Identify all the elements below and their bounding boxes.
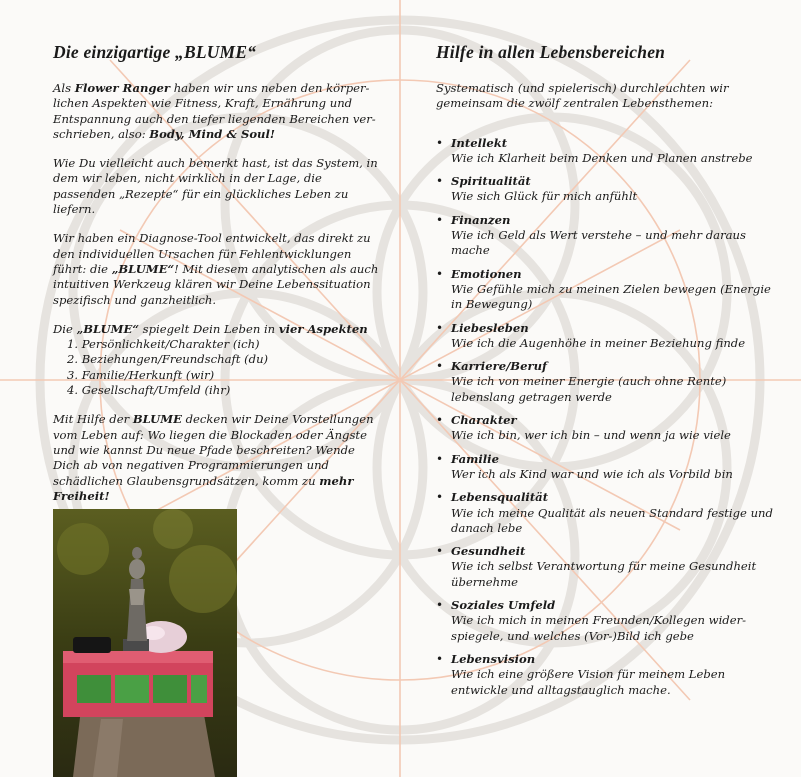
theme-description: Wie ich Klarheit beim Denken und Planen anstrebe — [451, 150, 753, 165]
aspects-list — [53, 337, 383, 398]
theme-item — [436, 174, 776, 205]
theme-title: Intellekt — [451, 135, 508, 150]
theme-item — [436, 598, 776, 644]
aspect-item: 3. Familie/Herkunft (wir) — [67, 367, 215, 382]
theme-item — [436, 359, 776, 405]
theme-title: Lebensqualität — [451, 490, 549, 505]
theme-item — [436, 213, 776, 259]
theme-description: Wie ich eine größere Vision für meinem Leben entwickle und alltagstauglich mache. — [451, 667, 726, 697]
theme-title: Karriere/Beruf — [451, 359, 548, 374]
theme-description: Wie ich meine Qualität als neuen Standard festige und danach lebe — [451, 505, 773, 535]
theme-description: Wer ich als Kind war und wie ich als Vorbild bin — [451, 466, 733, 481]
theme-description: Wie sich Glück für mich anfühlt — [451, 189, 638, 204]
freedom-paragraph: Mit Hilfe der BLUME decken wir Deine Vorstellungen vom Leben auf: Wo liegen die Blockaden oder Ängste und wie kannst Du neue Pfade beschreiten? Wende Dich ab von negativen Programmierungen und schädlichen Glaubensgrundsätzen, komm zu mehr Freiheit! — [53, 412, 374, 503]
theme-description: Wie ich die Augenhöhe in meiner Beziehung finde — [451, 335, 746, 350]
statue-photo — [53, 509, 237, 777]
bullet-icon: • — [436, 174, 444, 189]
theme-description: Wie ich mich in meinen Freunden/Kollegen widerspiegele, und welches (Vor-)Bild ich gebe — [451, 613, 747, 643]
bullet-icon: • — [436, 544, 444, 559]
theme-item — [436, 136, 776, 167]
theme-item — [436, 267, 776, 313]
theme-item — [436, 321, 776, 352]
aspect-item: 4. Gesellschaft/Umfeld (ihr) — [67, 383, 231, 398]
bullet-icon: • — [436, 359, 444, 374]
bullet-icon: • — [436, 266, 444, 281]
theme-item — [436, 490, 776, 536]
bullet-icon: • — [436, 413, 444, 428]
bullet-icon: • — [436, 212, 444, 227]
aspect-item: 2. Beziehungen/Freundschaft (du) — [67, 352, 269, 367]
theme-description: Wie ich Geld als Wert verstehe – und mehr daraus mache — [451, 228, 746, 258]
theme-item — [436, 452, 776, 483]
bullet-icon: • — [436, 135, 444, 150]
aspects-lead: Die „BLUME“ spiegelt Dein Leben in vier Aspekten — [53, 321, 368, 336]
theme-title: Emotionen — [451, 266, 522, 281]
bullet-icon: • — [436, 320, 444, 335]
theme-title: Soziales Umfeld — [451, 598, 556, 613]
theme-title: Charakter — [451, 413, 517, 428]
life-themes-list — [436, 136, 776, 698]
diagnose-paragraph: Wir haben ein Diagnose-Tool entwickelt, das direkt zu den individuellen Ursachen für Fehlentwicklungen führt: die „BLUME“! Mit diesem analytischen als auch intuitiven Werkzeug klären wir Deine Lebenssituation spezifisch und ganzheitlich. — [53, 231, 379, 307]
left-column — [53, 42, 383, 518]
intro-paragraph: Als Flower Ranger haben wir uns neben den körperlichen Aspekten wie Fitness, Kraft, Ernährung und Entspannung auch den tiefer liegenden Bereichen verschrieben, also: Body, Mind & Soul! — [53, 81, 376, 141]
theme-title: Spiritualität — [451, 174, 531, 189]
left-heading: Die einzigartige „BLUME“ — [53, 42, 257, 62]
system-paragraph: Wie Du vielleicht auch bemerkt hast, ist das System, in dem wir leben, nicht wirklich in der Lage, die passenden „Rezepte“ für ein glückliches Leben zu liefern. — [53, 156, 378, 217]
aspect-item: 1. Persönlichkeit/Charakter (ich) — [67, 337, 260, 352]
theme-title: Finanzen — [451, 212, 511, 227]
theme-item — [436, 544, 776, 590]
theme-title: Liebesleben — [451, 320, 529, 335]
right-column — [436, 42, 776, 706]
bullet-icon: • — [436, 490, 444, 505]
theme-description: Wie ich selbst Verantwortung für meine Gesundheit übernehme — [451, 559, 757, 589]
theme-title: Familie — [451, 451, 499, 466]
bullet-icon: • — [436, 651, 444, 666]
bullet-icon: • — [436, 451, 444, 466]
themes-intro: Systematisch (und spielerisch) durchleuchten wir gemeinsam die zwölf zentralen Lebensthemen: — [436, 81, 729, 111]
theme-title: Gesundheit — [451, 544, 526, 559]
theme-item — [436, 652, 776, 698]
right-heading: Hilfe in allen Lebensbereichen — [436, 42, 666, 62]
bullet-icon: • — [436, 598, 444, 613]
theme-description: Wie ich von meiner Energie (auch ohne Rente) lebenslang getragen werde — [451, 374, 727, 404]
theme-item — [436, 413, 776, 444]
theme-description: Wie Gefühle mich zu meinen Zielen bewegen (Energie in Bewegung) — [451, 281, 771, 312]
theme-description: Wie ich bin, wer ich bin – und wenn ja wie viele — [451, 428, 731, 443]
theme-title: Lebensvision — [451, 651, 536, 666]
